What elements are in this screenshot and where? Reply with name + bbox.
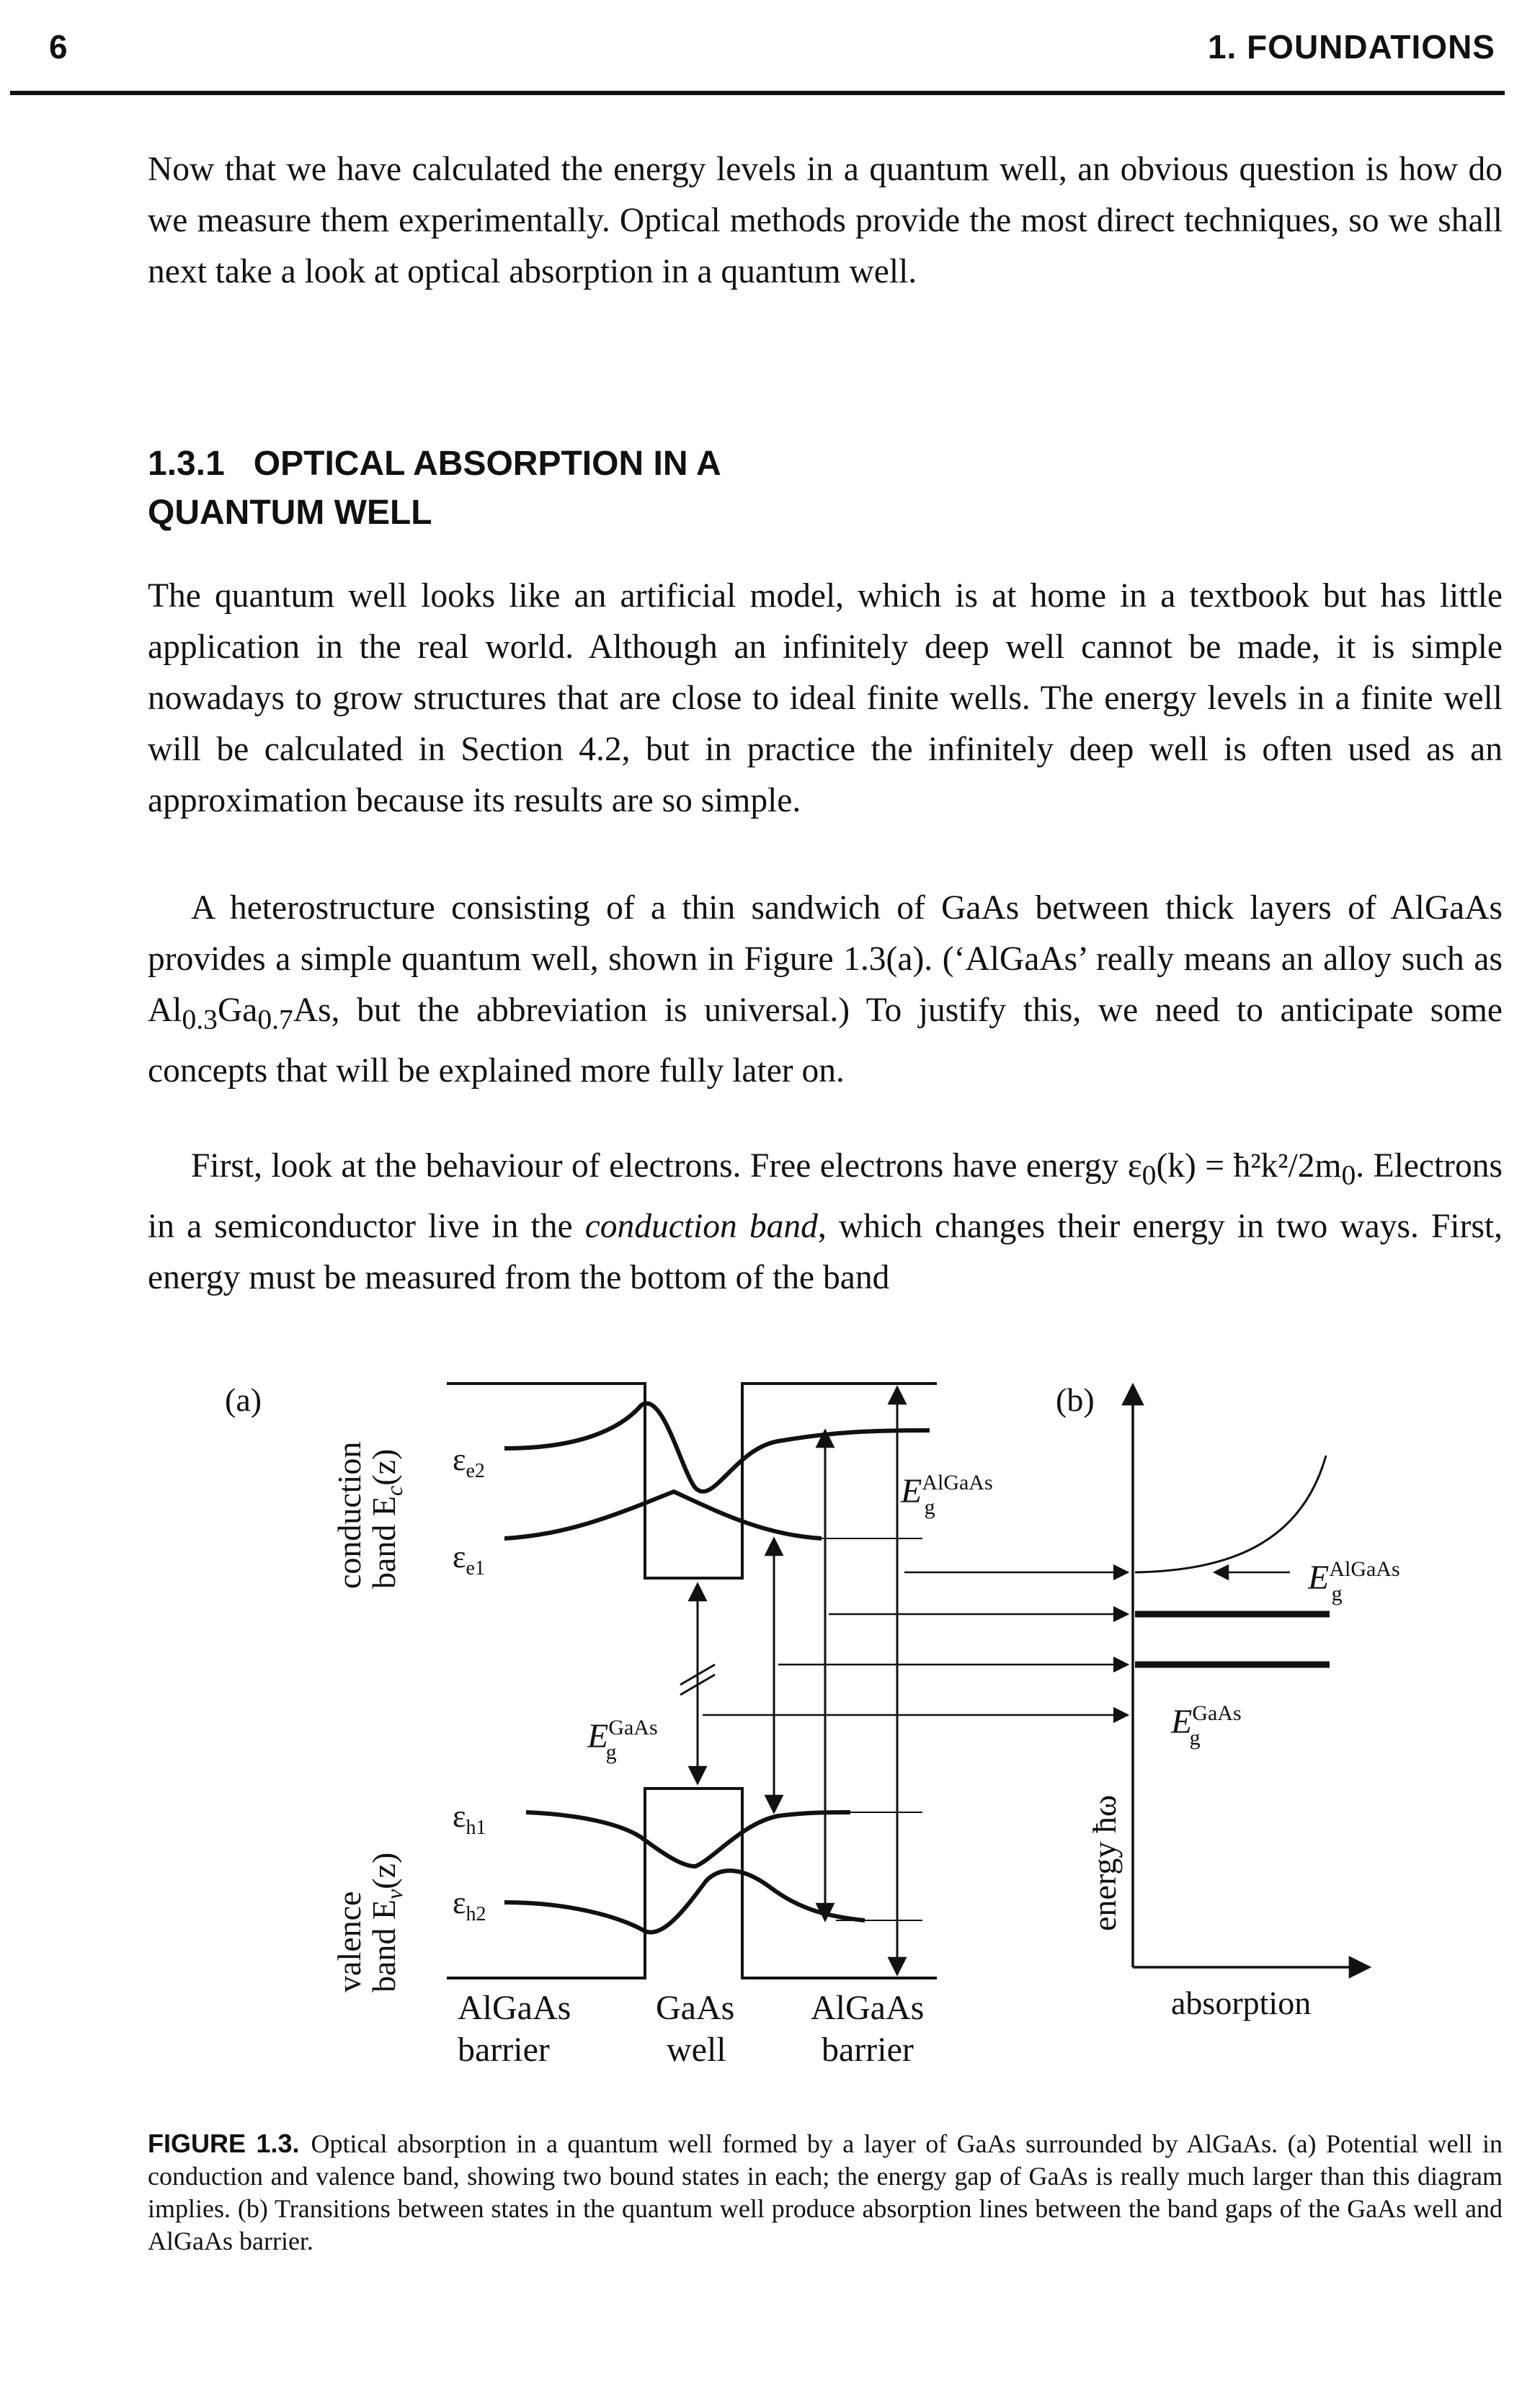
eg-gaas-label: $E^{GaAs}$ g	[587, 1716, 658, 1764]
svg-text:band Ec(z): band $E_c(z)$	[365, 1448, 407, 1589]
region-right-label: AlGaAs	[811, 1989, 925, 2027]
level-label-e2: $\varepsilon_{e2}$	[453, 1442, 485, 1482]
svg-text:conduction: conduction	[331, 1441, 368, 1589]
level-label-h2: $\varepsilon_{h2}$	[453, 1885, 486, 1925]
header-rule	[10, 91, 1505, 95]
figure-quantum-well-absorption	[0, 1362, 1540, 2097]
figure-caption	[148, 2127, 1503, 2258]
eg-algaas-label: $E^{AlGaAs}$ g	[901, 1471, 993, 1519]
region-left-sub: barrier	[458, 2031, 550, 2069]
paragraph-heterostructure: A heterostructure consisting of a thin sandwich of GaAs between thick layers of AlGaAs provides a simple quantum well, shown in Figure 1.3(a). (‘AlGaAs’ really means an alloy such as $Al_{0.3}Ga_{0.7}As$, but the abbreviation is universal.) To justify this, we need to anticipate some concepts that will be explained more fully later on.	[148, 889, 1503, 1090]
conduction-band-label	[331, 1442, 407, 1589]
region-well-label: GaAs	[656, 1989, 735, 2027]
valence-band-label	[331, 1853, 407, 1992]
wavefunction-e1	[504, 1492, 822, 1538]
running-head: 1. FOUNDATIONS	[1207, 28, 1495, 66]
svg-text:band Ev(z): band $E_v(z)$	[365, 1852, 407, 1992]
caption-text: Optical absorption in a quantum well formed by a layer of GaAs surrounded by AlGaAs. (a) Potential well in conduction and valence band, showing two bound states in each; the energy gap of GaAs is really much larger than this diagram implies. (b) Transitions between states in the quantum well produce absorption lines between the band gaps of the GaAs well and AlGaAs barrier.	[148, 2129, 1503, 2255]
absorption-continuum	[1135, 1456, 1326, 1572]
wavefunction-h2	[504, 1871, 865, 1932]
region-right-sub: barrier	[822, 2031, 914, 2069]
section-title-line2: QUANTUM WELL	[148, 494, 432, 532]
paragraph-quantum-well: The quantum well looks like an artificial model, which is at home in a textbook but has little application in the real world. Although an infinitely deep well cannot be made, it is simple nowadays to grow structures that are close to ideal finite wells. The energy levels in a finite well will be calculated in Section 4.2, but in practice the infinitely deep well is often used as an approximation because its results are so simple.	[148, 577, 1503, 819]
page-number: 6	[49, 28, 68, 66]
region-well-sub: well	[667, 2031, 726, 2069]
paragraph-electrons: First, look at the behaviour of electrons. Free electrons have energy $\varepsilon_0(k)$ = ħ²k²/$2m_0$. Electrons in a semiconductor live in the conduction band, which changes their energy in two ways. First, energy must be measured from the bottom of the band	[148, 1147, 1503, 1296]
level-label-e1: $\varepsilon_{e1}$	[453, 1539, 485, 1580]
level-label-h1: $\varepsilon_{h1}$	[453, 1799, 486, 1839]
wavefunction-h1	[526, 1812, 850, 1866]
panel-label-a: (a)	[225, 1381, 262, 1418]
paragraph-intro: Now that we have calculated the energy levels in a quantum well, an obvious question is how do we measure them experimentally. Optical methods provide the most direct techniques, so we shall next take a look at optical absorption in a quantum well.	[148, 151, 1503, 290]
valence-band-edge	[447, 1788, 937, 1978]
region-left-label: AlGaAs	[458, 1989, 571, 2027]
svg-text:valence: valence	[331, 1891, 368, 1992]
panel-label-b: (b)	[1056, 1381, 1095, 1418]
axis-label-absorption: absorption	[1171, 1984, 1312, 2021]
section-heading	[148, 440, 721, 538]
section-number: 1.3.1	[148, 445, 225, 483]
wavefunction-e2	[504, 1404, 930, 1492]
eg-gaas-label-b: $E^{GaAs}$ g	[1171, 1701, 1242, 1750]
section-title-line1: OPTICAL ABSORPTION IN A	[253, 445, 721, 483]
axis-label-energy: energy ħω	[1086, 1794, 1123, 1931]
caption-label: FIGURE 1.3.	[148, 2129, 300, 2158]
eg-algaas-label-b: $E^{AlGaAs}$ g	[1308, 1557, 1400, 1605]
